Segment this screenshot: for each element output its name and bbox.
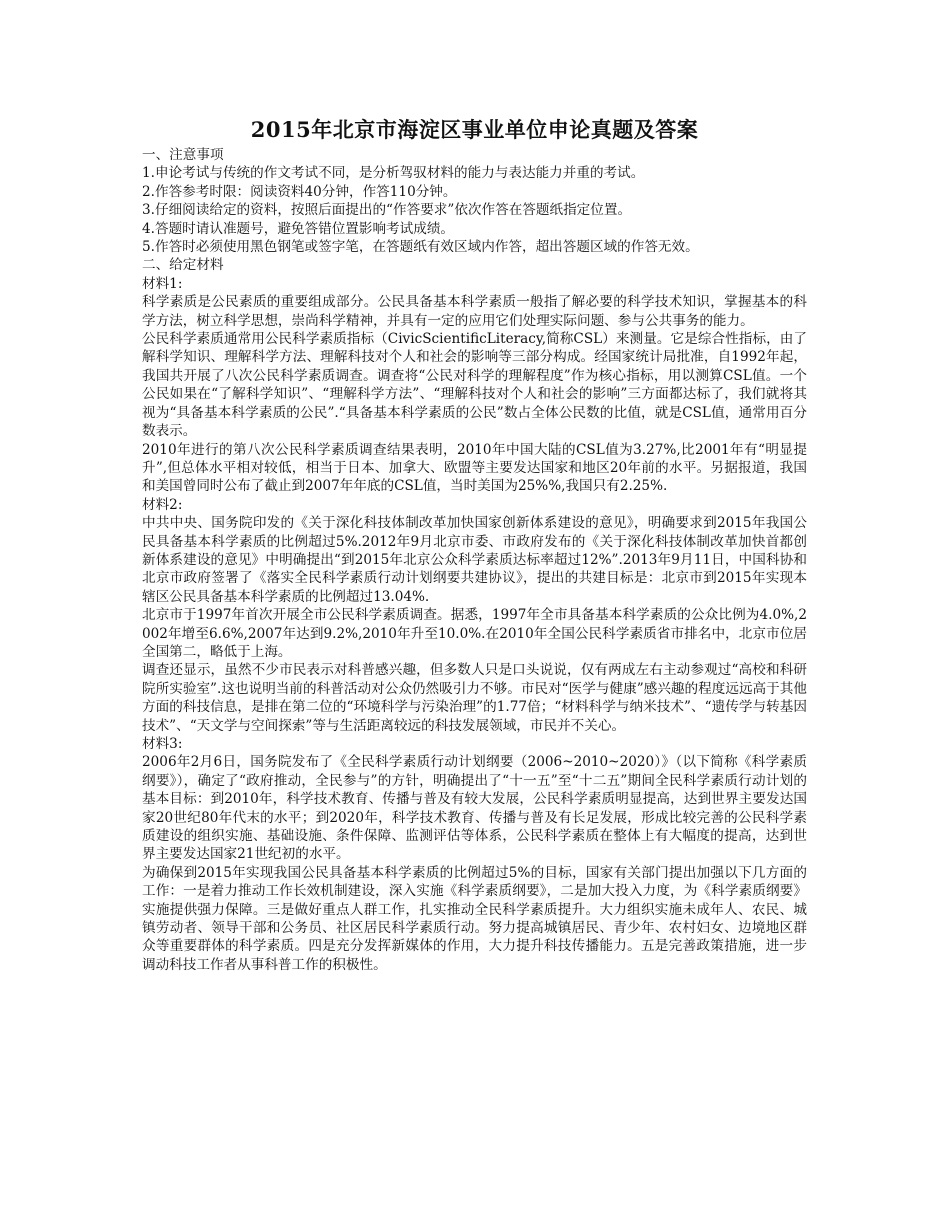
material-1-label: 材料1:	[142, 275, 183, 292]
document-page	[142, 116, 807, 974]
note-item: 4.答题时请认准题号，避免答错位置影响考试成绩。	[142, 220, 455, 237]
material-1-paragraph: 公民科学素质通常用公民科学素质指标（CivicScientificLiteracy,简称CSL）来测量。它是综合性指标，由了解科学知识、理解科学方法、理解科技对个人和社会的影响等三部分构成。经国家统计局批准，自1992年起，我国共开展了八次公民科学素质调查。调查将“公民对科学的理解程度”作为核心指标，用以测算CSL值。一个公民如果在“了解科学知识”、“理解科学方法”、“理解科技对个人和社会的影响”三方面都达标了，我们就将其视为“具备基本科学素质的公民”.“具备基本科学素质的公民”数占全体公民数的比值，就是CSL值，通常用百分数表示。	[142, 331, 807, 440]
material-3-label: 材料3:	[142, 736, 183, 752]
note-item: 3.仔细阅读给定的资料，按照后面提出的“作答要求”依次作答在答题纸指定位置。	[142, 202, 632, 219]
material-1-paragraph: 科学素质是公民素质的重要组成部分。公民具备基本科学素质一般指了解必要的科学技术知识，掌握基本的科学方法，树立科学思想，崇尚科学精神，并具有一定的应用它们处理实际问题、参与公共事务的能力。	[142, 294, 807, 329]
material-2-paragraph: 调查还显示，虽然不少市民表示对科普感兴趣，但多数人只是口头说说，仅有两成左右主动参观过“高校和科研院所实验室”.这也说明当前的科普活动对公众仍然吸引力不够。市民对“医学与健康”感兴趣的程度远远高于其他方面的科技信息，是排在第二位的“环境科学与污染治理”的1.77倍；“材料科学与纳米技术”、“遗传学与转基因技术”、“天文学与空间探索”等与生活距离较远的科技发展领域，市民并不关心。	[142, 662, 807, 734]
material-2-paragraph: 北京市于1997年首次开展全市公民科学素质调查。据悉，1997年全市具备基本科学素质的公众比例为4.0%,2002年增至6.6%,2007年达到9.2%,2010年升至10.0%.在2010年全国公民科学素质省市排名中，北京市位居全国第二，略低于上海。	[142, 607, 807, 660]
note-item: 5.作答时必须使用黑色钢笔或签字笔，在答题纸有效区域内作答，超出答题区域的作答无效。	[142, 239, 699, 256]
section-heading-materials: 二、给定材料	[142, 257, 224, 274]
section-heading-notes: 一、注意事项	[142, 147, 224, 163]
material-2-label: 材料2:	[142, 496, 183, 513]
note-item: 2.作答参考时限：阅读资料40分钟，作答110分钟。	[142, 183, 457, 200]
material-3-paragraph: 2006年2月6日，国务院发布了《全民科学素质行动计划纲要（2006~2010~2020）》（以下简称《科学素质纲要》），确定了“政府推动，全民参与”的方针，明确提出了“十一五”至“十二五”期间全民科学素质行动计划的基本目标：到2010年，科学技术教育、传播与普及有较大发展，公民科学素质明显提高，达到世界主要发达国家20世纪80年代末的水平；到2020年，科学技术教育、传播与普及有长足发展，形成比较完善的公民科学素质建设的组织实施、基础设施、条件保障、监测评估等体系，公民科学素质在整体上有大幅度的提高，达到世界主要发达国家21世纪初的水平。	[142, 754, 807, 863]
material-2-paragraph: 中共中央、国务院印发的《关于深化科技体制改革加快国家创新体系建设的意见》，明确要求到2015年我国公民具备基本科学素质的比例超过5%.2012年9月北京市委、市政府发布的《关于深化科技体制改革加快首都创新体系建设的意见》中明确提出“到2015年北京公众科学素质达标率超过12%”.2013年9月11日，中国科协和北京市政府签署了《落实全民科学素质行动计划纲要共建协议》，提出的共建目标是：北京市到2015年实现本辖区公民具备基本科学素质的比例超过13.04%.	[142, 515, 807, 605]
material-3-paragraph: 为确保到2015年实现我国公民具备基本科学素质的比例超过5%的目标，国家有关部门提出加强以下几方面的工作：一是着力推动工作长效机制建设，深入实施《科学素质纲要》，二是加大投入力度，为《科学素质纲要》实施提供强力保障。三是做好重点人群工作，扎实推动全民科学素质提升。大力组织实施未成年人、农民、城镇劳动者、领导干部和公务员、社区居民科学素质行动。努力提高城镇居民、青少年、农村妇女、边境地区群众等重要群体的科学素质。四是充分发挥新媒体的作用，大力提升科技传播能力。五是完善政策措施，进一步调动科技工作者从事科普工作的积极性。	[142, 864, 807, 973]
note-item: 1.申论考试与传统的作文考试不同，是分析驾驭材料的能力与表达能力并重的考试。	[142, 165, 645, 182]
material-1-paragraph: 2010年进行的第八次公民科学素质调查结果表明，2010年中国大陆的CSL值为3.27%,比2001年有“明显提升”,但总体水平相对较低，相当于日本、加拿大、欧盟等主要发达国家和地区20年前的水平。另据报道，我国和美国曾同时公布了截止到2007年年底的CSL值，当时美国为25%%,我国只有2.25%.	[142, 441, 807, 495]
document-title: 2015年北京市海淀区事业单位申论真题及答案	[250, 117, 699, 142]
